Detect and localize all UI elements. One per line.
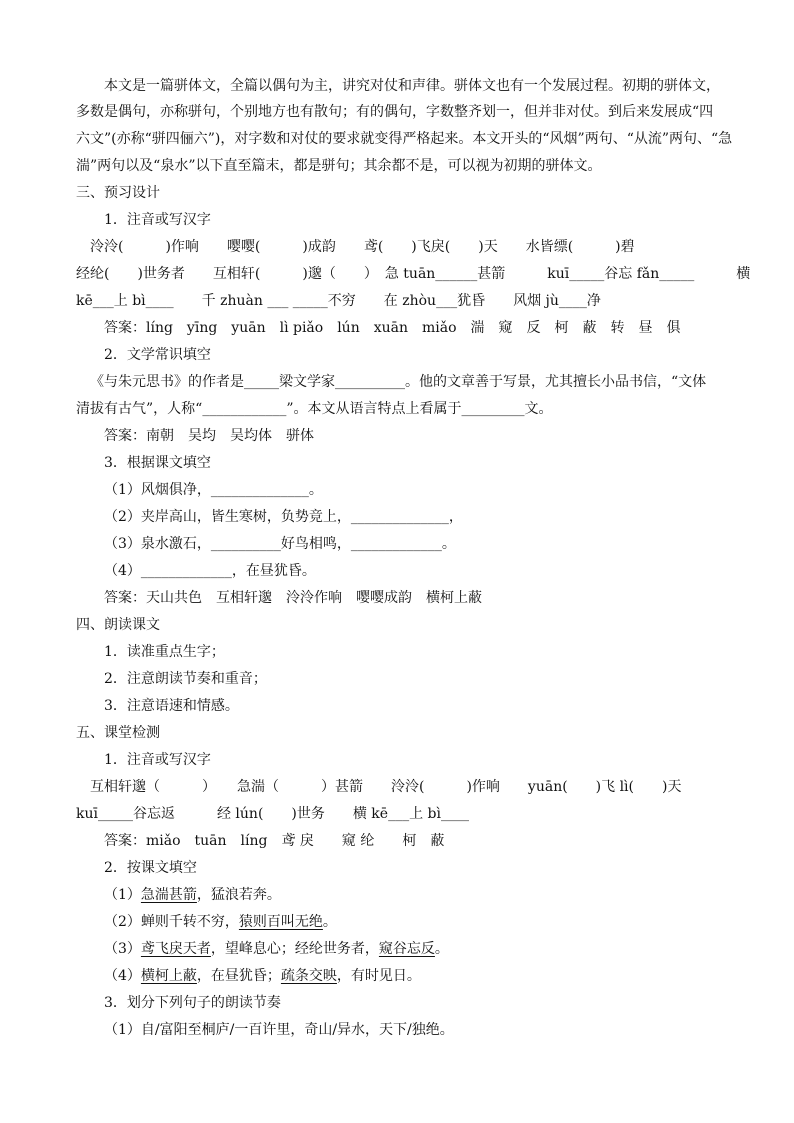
item-number: （2）	[104, 914, 141, 930]
sec5-q3-item-1: （1）自/富阳至桐庐/一百许里，奇山/异水，天下/独绝。	[104, 1022, 454, 1038]
sec3-q3-item-1: （1）风烟俱净，______________。	[104, 482, 323, 498]
sec3-q3-item-4: （4）_____________，在昼犹昏。	[104, 563, 316, 579]
sec3-q3-title: 3．根据课文填空	[104, 455, 211, 471]
sec3-q1-row1: 泠泠( )作响 嘤嘤( )成韵 鸢( )飞戾( )天 水皆缥( )碧	[90, 239, 635, 255]
sec5-q2-item-4	[104, 966, 421, 986]
answer-underlined: 猿则百叫无绝	[238, 914, 323, 930]
item-text: ，在昼犹昏；	[196, 968, 281, 984]
sec5-q2-title: 2．按课文填空	[104, 860, 197, 876]
answer-underlined: 横柯上蔽	[140, 968, 197, 984]
sec3-q1-row3: kē___上 bì____ 千 zhuàn ___ _____不穷 在 zhòu___犹昏 风烟 jù____净	[76, 293, 601, 309]
answer-underlined: 疏条交映	[280, 968, 337, 984]
answer-underlined: 鸢飞戾天者	[140, 941, 211, 957]
sec3-q2-row2: 清拔有古气”，人称“____________”。本文从语言特点上看属于_________文。	[76, 401, 553, 417]
sec3-q2-row1: 《与朱元思书》的作者是_____梁文学家__________。他的文章善于写景，尤其擅长小品书信，“文体	[90, 374, 707, 390]
item-number: （3）	[104, 941, 141, 957]
answer-underlined: 急湍甚箭	[140, 887, 197, 903]
sec3-q1-answer: 答案：líng yīng yuān lì piǎo lún xuān miǎo 湍 窥 反 柯 蔽 转 昼 俱	[104, 320, 681, 336]
sec5-q1-answer: 答案：miǎo tuān líng 鸢 戾 窥 纶 柯 蔽	[104, 833, 445, 849]
sec3-q1-title: 1．注音或写汉字	[104, 212, 211, 228]
sec4-item-2: 2．注意朗读节奏和重音；	[104, 671, 267, 687]
item-text: ，猛浪若奔。	[196, 887, 281, 903]
intro-line-3: 六文”(亦称“骈四俪六”)，对字数和对仗的要求就变得严格起来。本文开头的“风烟”两句、“从流”两句、“急	[76, 131, 733, 147]
sec5-q3-title: 3．划分下列句子的朗读节奏	[104, 995, 281, 1011]
sec5-q1-row1: 互相轩邈（ ） 急湍（ ）甚箭 泠泠( )作响 yuān( )飞 lì( )天	[90, 779, 682, 795]
sec5-q2-item-1	[104, 885, 281, 905]
section-5-heading: 五、课堂检测	[76, 725, 160, 741]
section-3-heading: 三、预习设计	[76, 185, 160, 201]
answer-underlined: 窥谷忘反	[378, 941, 435, 957]
section-4-heading: 四、朗读课文	[76, 617, 160, 633]
item-text: ，望峰息心；经纶世务者，	[210, 941, 379, 957]
sec3-q3-answer: 答案：天山共色 互相轩邈 泠泠作响 嘤嘤成韵 横柯上蔽	[104, 590, 482, 606]
item-text: 蝉则千转不穷，	[140, 914, 239, 930]
sec5-q2-item-3	[104, 939, 449, 959]
intro-line-1: 本文是一篇骈体文，全篇以偶句为主，讲究对仗和声律。骈体文也有一个发展过程。初期的骈体文，	[104, 78, 720, 94]
sec3-q3-item-3: （3）泉水激石，__________好鸟相鸣，_____________。	[104, 536, 456, 552]
intro-line-2: 多数是偶句，亦称骈句，个别地方也有散句；有的偶句，字数整齐划一，但并非对仗。到后来发展成“四	[76, 104, 714, 120]
item-text: ，有时见日。	[336, 968, 421, 984]
sec5-q2-item-2	[104, 912, 337, 932]
sec5-q1-row2: kuī_____谷忘返 经 lún( )世务 横 kē___上 bì____	[76, 806, 469, 822]
sec3-q2-answer: 答案：南朝 吴均 吴均体 骈体	[104, 428, 314, 444]
sec3-q2-title: 2．文学常识填空	[104, 347, 211, 363]
sec3-q1-row2: 经纶( )世务者 互相轩( )邈（ ） 急 tuān______甚箭 kuī_____谷忘 fǎn_____ 横	[76, 266, 751, 282]
sec5-q1-title: 1．注音或写汉字	[104, 752, 211, 768]
intro-line-4: 湍”两句以及“泉水”以下直至篇末，都是骈句；其余都不是，可以视为初期的骈体文。	[76, 158, 602, 174]
item-text: 。	[434, 941, 449, 957]
sec4-item-3: 3．注意语速和情感。	[104, 698, 239, 714]
item-number: （1）	[104, 887, 141, 903]
item-number: （4）	[104, 968, 141, 984]
item-text: 。	[322, 914, 337, 930]
sec3-q3-item-2: （2）夹岸高山，皆生寒树，负势竞上，______________，	[104, 509, 463, 525]
sec4-item-1: 1．读准重点生字；	[104, 644, 225, 660]
